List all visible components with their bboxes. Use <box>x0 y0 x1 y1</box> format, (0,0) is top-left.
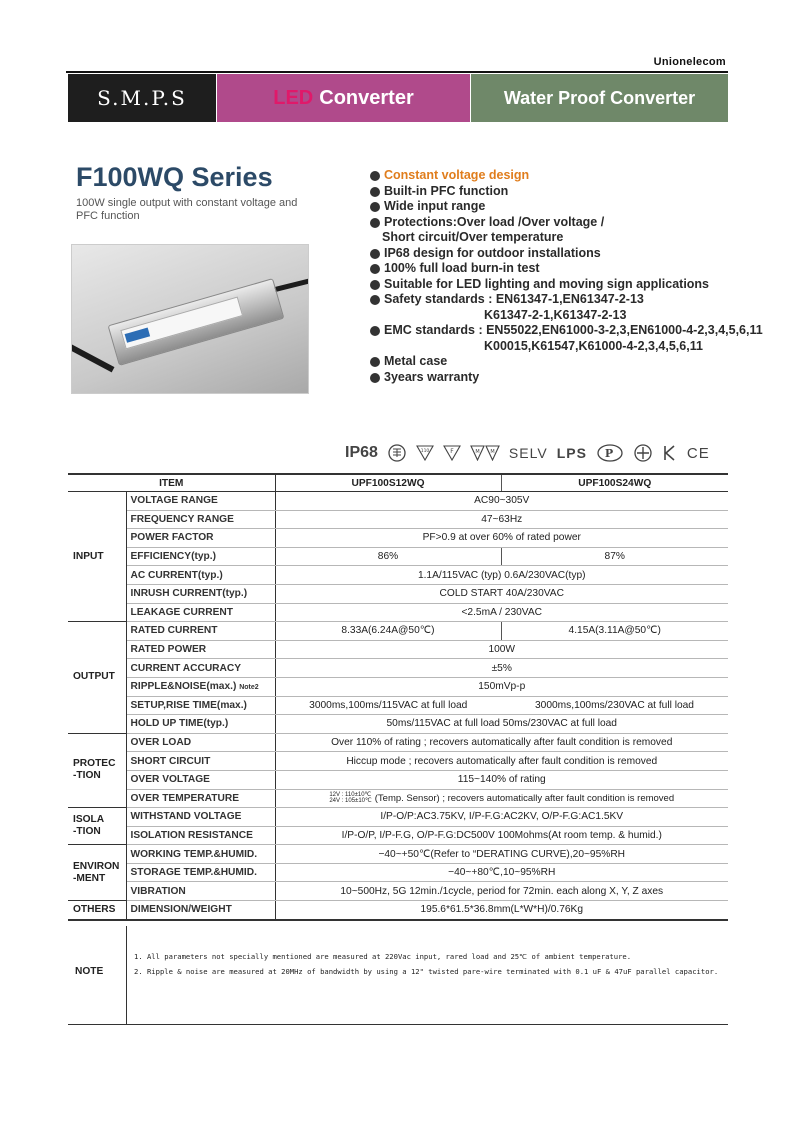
row-value: −40~+50℃(Refer to “DERATING CURVE),20~95%RH <box>275 845 728 864</box>
row-label: INRUSH CURRENT(typ.) <box>126 584 275 603</box>
table-row <box>68 677 728 696</box>
notes-label: NOTE <box>75 966 104 977</box>
feature-item: Metal case <box>370 354 790 370</box>
table-row <box>68 659 728 678</box>
table-row <box>68 752 728 771</box>
bullet-icon <box>370 326 380 336</box>
bullet-icon <box>370 264 380 274</box>
row-label: DIMENSION/WEIGHT <box>126 901 275 920</box>
svg-text:M: M <box>490 449 495 455</box>
feature-item: 100% full load burn-in test <box>370 261 790 277</box>
row-label: WORKING TEMP.&HUMID. <box>126 845 275 864</box>
row-label: EFFICIENCY(typ.) <box>126 547 275 566</box>
selv-mark: SELV <box>508 445 548 461</box>
row-label: POWER FACTOR <box>126 529 275 548</box>
row-label: CURRENT ACCURACY <box>126 659 275 678</box>
row-label: OVER LOAD <box>126 733 275 752</box>
row-value-model2: 3000ms,100ms/230VAC at full load <box>501 696 728 715</box>
product-photo <box>71 244 309 394</box>
row-label <box>126 677 275 696</box>
table-row <box>68 529 728 548</box>
group-protection-line2: -TION <box>73 770 101 782</box>
feature-item: EMC standards : EN55022,EN61000-3-2,3,EN61000-4-2,3,4,5,6,11 K00015,K61547,K61000-4-2,3,4,5,6,11 <box>370 323 790 354</box>
notes-divider <box>126 926 127 1024</box>
bullet-icon <box>370 249 380 259</box>
feature-item: Safety standards : EN61347-1,EN61347-2-13 K61347-2-1,K61347-2-13 <box>370 292 790 323</box>
row-value: I/P-O/P, I/P-F.G, O/P-F.G:DC500V 100Mohms(At room temp. & humid.) <box>275 826 728 845</box>
table-row <box>68 622 728 641</box>
waterproof-icon <box>387 443 407 463</box>
row-value: 100W <box>275 640 728 659</box>
row-label: AC CURRENT(typ.) <box>126 566 275 585</box>
tab-smps-label: S.M.P.S <box>97 86 187 110</box>
row-label: VOLTAGE RANGE <box>126 492 275 511</box>
product-subtitle: 100W single output with constant voltage and PFC function <box>76 197 298 222</box>
k-mark-icon <box>662 444 678 462</box>
row-value: Hiccup mode ; recovers automatically after fault condition is removed <box>275 752 728 771</box>
ripple-label: RIPPLE&NOISE(max.) <box>130 680 237 692</box>
table-row <box>68 510 728 529</box>
header-model2: UPF100S24WQ <box>501 474 728 492</box>
group-environment-line1: ENVIRON <box>73 860 120 872</box>
row-label: OVER VOLTAGE <box>126 770 275 789</box>
row-value-model2: 87% <box>501 547 728 566</box>
notes-list <box>134 952 726 982</box>
tab-led-converter[interactable] <box>217 74 470 122</box>
row-label: OVER TEMPERATURE <box>126 789 275 808</box>
mm-mark-icon <box>470 445 500 461</box>
temp-threshold: 12V : 110±10℃ 24V : 105±10℃ <box>329 792 372 805</box>
row-value: 10~500Hz, 5G 12min./1cycle, period for 72min. each along X, Y, Z axes <box>275 882 728 901</box>
group-protection <box>68 733 126 807</box>
row-value: Over 110% of rating ; recovers automatically after fault condition is removed <box>275 733 728 752</box>
row-value: PF>0.9 at over 60% of rated power <box>275 529 728 548</box>
row-value: 150mVp-p <box>275 677 728 696</box>
row-value: AC90~305V <box>275 492 728 511</box>
table-row <box>68 640 728 659</box>
table-row <box>68 863 728 882</box>
row-value-model2: 4.15A(3.11A@50℃) <box>501 622 728 641</box>
row-label: FREQUENCY RANGE <box>126 510 275 529</box>
tab-waterproof-label: Water Proof Converter <box>503 87 696 108</box>
table-header-row <box>68 474 728 492</box>
row-value: 50ms/115VAC at full load 50ms/230VAC at full load <box>275 715 728 734</box>
bullet-icon <box>370 357 380 367</box>
table-row <box>68 826 728 845</box>
row-value: I/P-O/P:AC3.75KV, I/P-F.G:AC2KV, O/P-F.G:AC1.5KV <box>275 808 728 827</box>
row-label: SETUP,RISE TIME(max.) <box>126 696 275 715</box>
svg-text:F: F <box>450 448 454 455</box>
table-row <box>68 789 728 808</box>
row-label: RATED CURRENT <box>126 622 275 641</box>
table-row <box>68 566 728 585</box>
bullet-icon <box>370 295 380 305</box>
row-label: LEAKAGE CURRENT <box>126 603 275 622</box>
note-item: 2. Ripple & noise are measured at 20MHz of bandwidth by using a 12" twisted pare-wire terminated with 0.1 uF & 47uF parallel capacitor. <box>134 967 719 976</box>
table-row <box>68 808 728 827</box>
kc-mark-icon <box>633 443 653 463</box>
certification-marks <box>345 442 730 464</box>
tab-led-prefix: LED <box>273 86 314 109</box>
table-row <box>68 603 728 622</box>
table-row <box>68 733 728 752</box>
converter-housing <box>108 278 285 366</box>
note-item: 1. All parameters not specially mentioned are measured at 220Vac input, rared load and 25℃ of ambient temperature. <box>134 952 632 961</box>
group-output: OUTPUT <box>68 622 126 734</box>
row-value: 47~63Hz <box>275 510 728 529</box>
bullet-icon <box>370 218 380 228</box>
tab-led-label: Converter <box>319 86 414 109</box>
brand-name: Unionelecom <box>653 56 726 68</box>
group-input: INPUT <box>68 492 126 622</box>
feature-item: Constant voltage design <box>370 168 790 184</box>
group-isolation <box>68 808 126 845</box>
product-label <box>120 297 243 350</box>
table-row <box>68 901 728 920</box>
bullet-icon <box>370 171 380 181</box>
row-label: STORAGE TEMP.&HUMID. <box>126 863 275 882</box>
table-row <box>68 882 728 901</box>
row-value-model1: 86% <box>275 547 501 566</box>
row-value: COLD START 40A/230VAC <box>275 584 728 603</box>
tab-waterproof-converter[interactable] <box>471 74 728 122</box>
note-ref: Note2 <box>239 683 259 691</box>
row-value-model1: 3000ms,100ms/115VAC at full load <box>275 696 501 715</box>
svg-text:P: P <box>604 447 614 460</box>
row-value: −40~+80℃,10~95%RH <box>275 863 728 882</box>
feature-item: Suitable for LED lighting and moving sign applications <box>370 277 790 293</box>
rating-110-icon <box>416 445 434 461</box>
group-isolation-line2: -TION <box>73 826 101 838</box>
pse-mark-icon <box>596 443 624 463</box>
header-model1: UPF100S12WQ <box>275 474 501 492</box>
table-row <box>68 770 728 789</box>
row-label: WITHSTAND VOLTAGE <box>126 808 275 827</box>
row-value: 115~140% of rating <box>275 770 728 789</box>
group-protection-line1: PROTEC <box>73 758 116 770</box>
feature-list <box>370 168 790 385</box>
table-row <box>68 547 728 566</box>
table-row <box>68 845 728 864</box>
page-title: F100WQ Series <box>76 162 273 192</box>
row-value: 1.1A/115VAC (typ) 0.6A/230VAC(typ) <box>275 566 728 585</box>
temp-sensor-text: (Temp. Sensor) ; recovers automatically after fault condition is removed <box>374 792 675 804</box>
header-item: ITEM <box>68 474 275 492</box>
lps-mark: LPS <box>556 445 587 461</box>
group-environment <box>68 845 126 901</box>
row-label: SHORT CIRCUIT <box>126 752 275 771</box>
row-value <box>275 789 728 808</box>
table-row <box>68 584 728 603</box>
ce-mark: CE <box>686 444 710 462</box>
spec-table <box>68 473 728 921</box>
cable-input <box>71 344 114 373</box>
table-row <box>68 715 728 734</box>
row-label: VIBRATION <box>126 882 275 901</box>
row-label: ISOLATION RESISTANCE <box>126 826 275 845</box>
feature-item: Wide input range <box>370 199 790 215</box>
feature-item: Protections:Over load /Over voltage / Short circuit/Over temperature <box>370 215 790 246</box>
bullet-icon <box>370 373 380 383</box>
bullet-icon <box>370 187 380 197</box>
row-value: <2.5mA / 230VAC <box>275 603 728 622</box>
row-label: HOLD UP TIME(typ.) <box>126 715 275 734</box>
row-value-model1: 8.33A(6.24A@50℃) <box>275 622 501 641</box>
ip68-mark: IP68 <box>345 444 378 461</box>
svg-text:M: M <box>475 449 480 455</box>
bullet-icon <box>370 280 380 290</box>
feature-item: Built-in PFC function <box>370 184 790 200</box>
feature-item: IP68 design for outdoor installations <box>370 246 790 262</box>
table-row <box>68 696 728 715</box>
group-isolation-line1: ISOLA <box>73 814 105 826</box>
group-others: OTHERS <box>68 901 126 920</box>
feature-item: 3years warranty <box>370 370 790 386</box>
f-mark-icon <box>443 445 461 461</box>
header-rule <box>66 71 728 73</box>
tab-smps[interactable] <box>68 74 216 122</box>
group-environment-line2: -MENT <box>73 872 106 884</box>
svg-text:110: 110 <box>420 449 430 454</box>
row-value: 195.6*61.5*36.8mm(L*W*H)/0.76Kg <box>275 901 728 920</box>
row-label: RATED POWER <box>126 640 275 659</box>
table-row <box>68 492 728 511</box>
bullet-icon <box>370 202 380 212</box>
row-value: ±5% <box>275 659 728 678</box>
